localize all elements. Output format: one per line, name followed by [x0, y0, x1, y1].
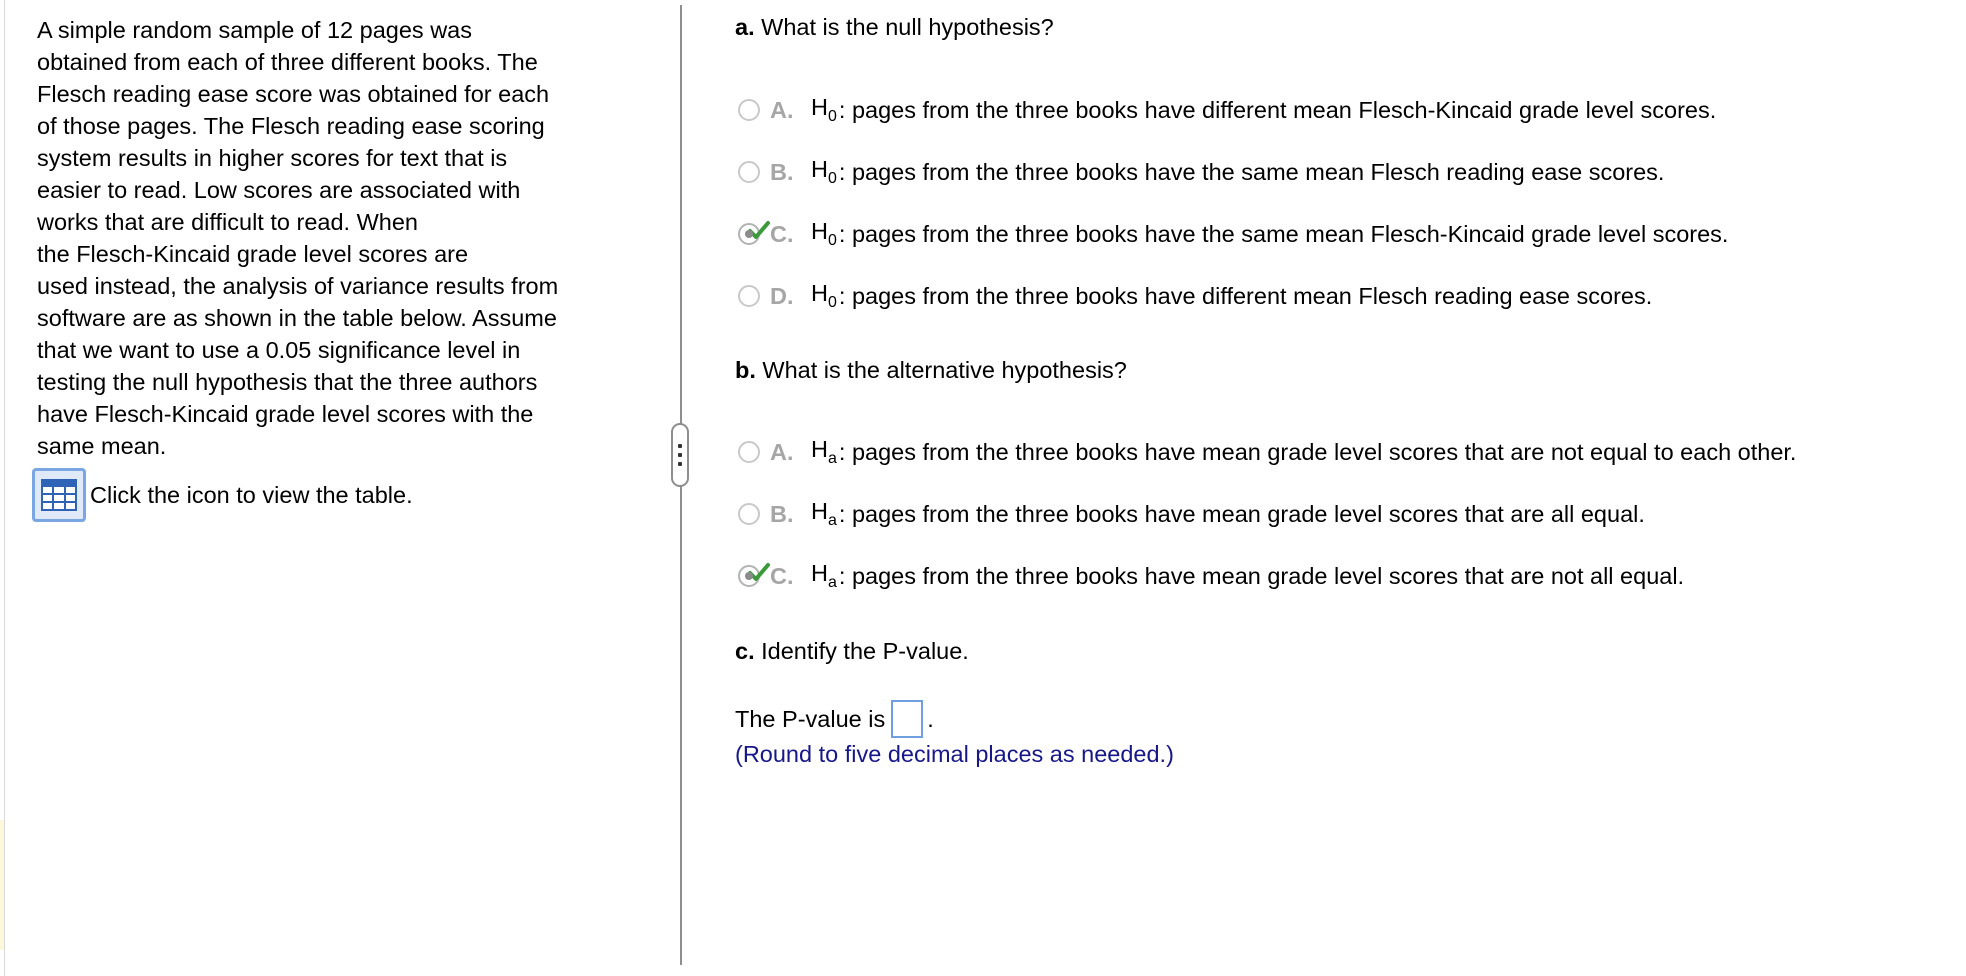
option-letter: A.	[770, 438, 794, 465]
view-table-link[interactable]	[32, 468, 413, 522]
problem-line: that we want to use a 0.05 significance level in	[37, 337, 521, 363]
grip-dot-icon	[678, 444, 682, 448]
option-b-B[interactable]	[735, 496, 1645, 532]
option-letter: C.	[770, 220, 794, 247]
option-a-D[interactable]	[735, 278, 1652, 314]
hypothesis-symbol: $H_a$	[811, 498, 837, 529]
radio-button[interactable]	[738, 441, 760, 463]
pane-resize-handle[interactable]	[671, 423, 689, 487]
problem-line: used instead, the analysis of variance results from	[37, 273, 559, 299]
question-a-label: a.	[735, 14, 755, 40]
option-letter: A.	[770, 96, 794, 123]
radio-button[interactable]	[738, 99, 760, 121]
answer-suffix: .	[927, 705, 934, 732]
problem-line: easier to read. Low scores are associated with	[37, 177, 521, 203]
question-a	[735, 14, 1054, 41]
table-grid-icon[interactable]	[32, 468, 86, 522]
problem-line: works that are difficult to read. When	[37, 209, 418, 235]
option-b-A[interactable]	[735, 434, 1796, 470]
view-table-text[interactable]: Click the icon to view the table.	[90, 481, 413, 508]
hypothesis-symbol: $H_a$	[811, 436, 837, 467]
option-a-A[interactable]	[735, 92, 1716, 128]
radio-button-selected[interactable]	[738, 223, 760, 245]
option-text: : pages from the three books have the same mean Flesch-Kincaid grade level scores.	[838, 220, 1729, 247]
checkmark-icon	[748, 221, 770, 241]
problem-line: of those pages. The Flesch reading ease scoring	[37, 113, 545, 139]
hypothesis-symbol: $H_0$	[811, 218, 837, 249]
option-b-C[interactable]	[735, 558, 1684, 594]
option-text: : pages from the three books have mean grade level scores that are all equal.	[838, 500, 1645, 527]
option-a-C[interactable]	[735, 216, 1728, 252]
option-text: : pages from the three books have mean grade level scores that are not all equal.	[838, 562, 1685, 589]
p-value-input[interactable]	[891, 700, 923, 738]
option-text: : pages from the three books have different mean Flesch-Kincaid grade level scores.	[838, 96, 1717, 123]
question-c-label: c.	[735, 638, 755, 664]
grip-dot-icon	[678, 453, 682, 457]
problem-line: software are as shown in the table below. Assume	[37, 305, 557, 331]
option-text: : pages from the three books have the same mean Flesch reading ease scores.	[838, 158, 1665, 185]
problem-line: the Flesch-Kincaid grade level scores are	[37, 241, 469, 267]
problem-statement	[37, 14, 627, 462]
problem-pane	[37, 14, 627, 508]
option-a-B[interactable]	[735, 154, 1664, 190]
radio-button[interactable]	[738, 285, 760, 307]
hypothesis-symbol: $H_0$	[811, 280, 837, 311]
rounding-hint: (Round to five decimal places as needed.)	[735, 741, 1174, 767]
option-letter: D.	[770, 282, 794, 309]
option-text: : pages from the three books have mean grade level scores that are not equal to each other.	[838, 438, 1797, 465]
hypothesis-symbol: $H_a$	[811, 560, 837, 591]
option-letter: B.	[770, 158, 794, 185]
question-b-text: What is the alternative hypothesis?	[755, 357, 1127, 383]
problem-line: Flesch reading ease score was obtained for each	[37, 81, 550, 107]
problem-line: have Flesch-Kincaid grade level scores with the	[37, 401, 534, 427]
option-letter: B.	[770, 500, 794, 527]
problem-line: obtained from each of three different books. The	[37, 49, 538, 75]
question-b	[735, 357, 1127, 384]
question-c-text: Identify the P-value.	[754, 638, 969, 664]
option-letter: C.	[770, 562, 794, 589]
question-c	[735, 638, 969, 665]
grip-dot-icon	[678, 462, 682, 466]
left-edge-highlight	[0, 820, 4, 950]
option-text: : pages from the three books have different mean Flesch reading ease scores.	[838, 282, 1653, 309]
problem-line: A simple random sample of 12 pages was	[37, 17, 472, 43]
question-b-label: b.	[735, 357, 756, 383]
problem-line: testing the null hypothesis that the three authors	[37, 369, 538, 395]
question-a-text: What is the null hypothesis?	[754, 14, 1054, 40]
hypothesis-symbol: $H_0$	[811, 156, 837, 187]
problem-line: system results in higher scores for text that is	[37, 145, 508, 171]
radio-button[interactable]	[738, 503, 760, 525]
problem-line: same mean.	[37, 433, 167, 459]
radio-button-selected[interactable]	[738, 565, 760, 587]
answer-prefix: The P-value is	[735, 705, 886, 732]
p-value-answer-line	[735, 700, 934, 738]
radio-button[interactable]	[738, 161, 760, 183]
checkmark-icon	[748, 563, 770, 583]
hypothesis-symbol: $H_0$	[811, 94, 837, 125]
